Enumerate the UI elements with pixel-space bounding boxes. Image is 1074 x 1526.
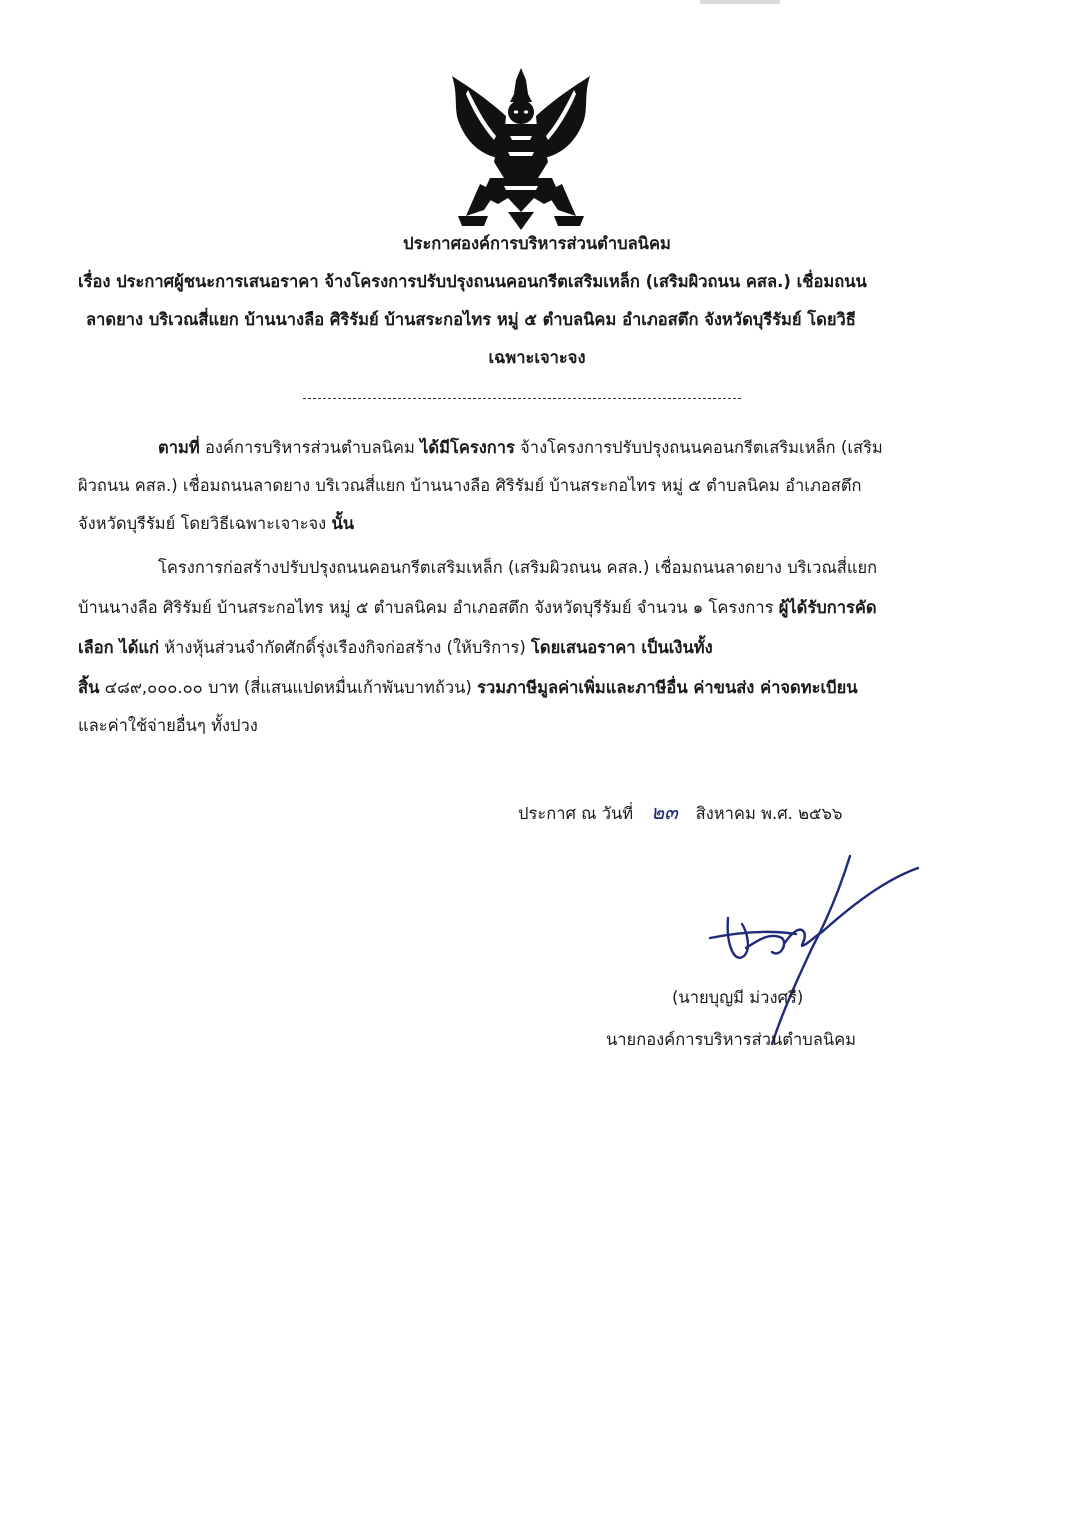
p1-line-3-bold: นั้น bbox=[331, 514, 355, 533]
date-prefix: ประกาศ ณ วันที่ bbox=[518, 804, 634, 823]
p2-line-3-text: ห้างหุ้นส่วนจำกัดศักดิ์รุ่งเรืองกิจก่อสร้าง (ให้บริการ) bbox=[159, 638, 532, 657]
divider bbox=[303, 398, 741, 399]
subject-line-2: ลาดยาง บริเวณสี่แยก บ้านนางลือ ศิริรัมย์ บ้านสระกอไทร หมู่ ๕ ตำบลนิคม อำเภอสตึก จังหวัดบุรีรัมย์ โดยวิธี bbox=[86, 310, 856, 329]
document-title: ประกาศองค์การบริหารส่วนตำบลนิคม bbox=[403, 234, 671, 253]
p2-line-4-bold-1: สิ้น bbox=[78, 678, 100, 697]
p1-bold-1: ตามที่ bbox=[158, 438, 200, 457]
paragraph-2-line-1: โครงการก่อสร้างปรับปรุงถนนคอนกรีตเสริมเหล็ก (เสริมผิวถนน คสล.) เชื่อมถนนลาดยาง บริเวณสี่แยก bbox=[158, 558, 878, 577]
p2-line-3-bold-1: เลือก ได้แก่ bbox=[78, 638, 160, 657]
p1-text-2: จ้างโครงการปรับปรุงถนนคอนกรีตเสริมเหล็ก (เสริม bbox=[514, 438, 883, 457]
p1-bold-2: ได้มีโครงการ bbox=[420, 438, 515, 457]
p1-text-1: องค์การบริหารส่วนตำบลนิคม bbox=[199, 438, 421, 457]
announcement-date bbox=[518, 800, 842, 826]
paragraph-2-line-2 bbox=[78, 596, 877, 620]
subject-lead: เรื่อง ประกาศผู้ชนะการเสนอราคา bbox=[78, 272, 319, 291]
paragraph-2-line-5: และค่าใช้จ่ายอื่นๆ ทั้งปวง bbox=[78, 716, 258, 735]
paragraph-1-line-1 bbox=[158, 436, 883, 460]
paragraph-1-line-3 bbox=[78, 512, 354, 536]
signatory-name: (นายบุญมี ม่วงศรี) bbox=[672, 988, 804, 1007]
paragraph-2-line-3 bbox=[78, 636, 713, 660]
scan-edge-mark bbox=[700, 0, 780, 4]
p2-line-2-text: บ้านนางลือ ศิริรัมย์ บ้านสระกอไทร หมู่ ๕ ตำบลนิคม อำเภอสตึก จังหวัดบุรีรัมย์ จำนวน ๑ โครงการ bbox=[78, 598, 779, 617]
garuda-emblem-icon bbox=[444, 66, 598, 232]
paragraph-1-line-2: ผิวถนน คสล.) เชื่อมถนนลาดยาง บริเวณสี่แยก บ้านนางลือ ศิริรัมย์ บ้านสระกอไทร หมู่ ๕ ตำบลนิคม อำเภอสตึก bbox=[78, 476, 862, 495]
signatory-position: นายกองค์การบริหารส่วนตำบลนิคม bbox=[606, 1030, 857, 1049]
date-month-year: สิงหาคม พ.ศ. ๒๕๖๖ bbox=[695, 804, 843, 823]
p2-line-4-bold-2: รวมภาษีมูลค่าเพิ่มและภาษีอื่น ค่าขนส่ง ค่าจดทะเบียน bbox=[477, 678, 858, 697]
signature-icon bbox=[700, 848, 930, 1058]
date-day-handwritten: ๒๓ bbox=[650, 800, 678, 824]
p2-line-3-bold-2: โดยเสนอราคา เป็นเงินทั้ง bbox=[531, 638, 713, 657]
p2-line-4-text: ๔๘๙,๐๐๐.๐๐ บาท (สี่แสนแปดหมื่นเก้าพันบาทถ้วน) bbox=[99, 678, 478, 697]
subject-line-1-text: จ้างโครงการปรับปรุงถนนคอนกรีตเสริมเหล็ก (เสริมผิวถนน คสล.) เชื่อมถนน bbox=[318, 272, 867, 291]
p1-line-3-text: จังหวัดบุรีรัมย์ โดยวิธีเฉพาะเจาะจง bbox=[78, 514, 332, 533]
subject-line-1 bbox=[78, 270, 867, 294]
subject-line-3: เฉพาะเจาะจง bbox=[488, 348, 586, 367]
paragraph-2-line-4 bbox=[78, 676, 858, 700]
p2-line-2-bold: ผู้ได้รับการคัด bbox=[778, 598, 877, 617]
